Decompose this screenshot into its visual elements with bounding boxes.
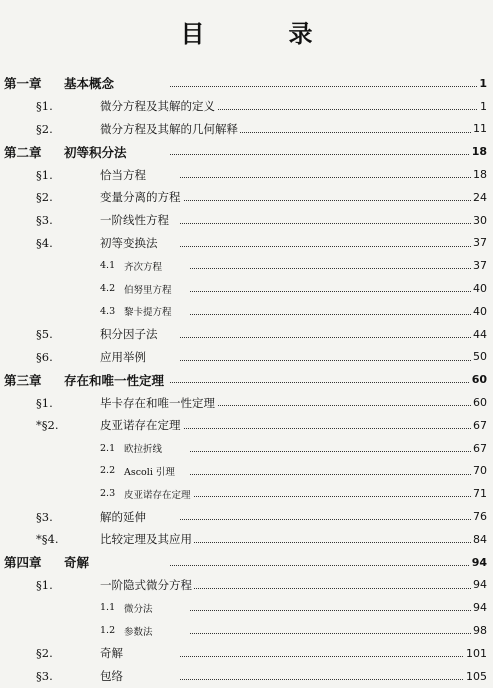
toc-page-number: 105	[466, 669, 487, 683]
toc-entry-title: 初等变换法	[100, 235, 158, 250]
toc-entry-title: 应用举例	[100, 349, 146, 364]
toc-entry-title: 微分方程及其解的几何解释	[100, 121, 238, 136]
toc-entry-title: 一阶线性方程	[100, 213, 169, 228]
page-title: 目 录	[180, 20, 343, 48]
dot-leader	[170, 564, 479, 566]
toc-entry-title: 恰当方程	[100, 167, 146, 182]
toc-entry-title: 变量分离的方程	[100, 190, 181, 205]
toc-page-number: 37	[473, 259, 487, 273]
toc-chapter-row	[0, 140, 493, 163]
dot-leader	[180, 336, 479, 338]
dot-leader	[180, 518, 479, 520]
toc-entry-title: 欧拉折线	[124, 441, 164, 455]
toc-entry-title: 伯努里方程	[124, 282, 174, 296]
toc-page-number: 40	[473, 282, 487, 296]
toc-entry-title: 比较定理及其应用	[100, 532, 192, 547]
toc-sub-row	[0, 254, 493, 277]
dot-leader	[180, 427, 479, 429]
toc-entry-title: 毕卡存在和唯一性定理	[100, 395, 215, 410]
dot-leader	[170, 153, 479, 155]
toc-entry-title: 奇解	[100, 646, 123, 661]
toc-page-number: 44	[473, 327, 487, 341]
toc-section-row	[0, 505, 493, 528]
dot-leader	[180, 404, 479, 406]
toc-page-number: 40	[473, 304, 487, 318]
toc-section-row	[0, 391, 493, 414]
toc-page-number: 76	[473, 510, 487, 524]
dot-leader	[190, 290, 479, 292]
toc-entry-title: 包络	[100, 669, 123, 684]
toc-entry-title: 齐次方程	[124, 259, 164, 273]
dot-leader	[190, 267, 479, 269]
toc-entry-number: 第二章	[4, 144, 42, 160]
toc-page-number: 94	[471, 555, 487, 569]
toc-entry-number: 1.1	[100, 602, 116, 614]
toc-entry-title: 初等积分法	[64, 144, 127, 160]
toc-entry-title: 奇解	[64, 555, 90, 571]
toc-entry-number: §1.	[36, 577, 53, 592]
toc-entry-title: 基本概念	[64, 76, 115, 92]
toc-entry-number: 第三章	[4, 372, 42, 388]
toc-entry-number: 4.3	[100, 305, 116, 317]
toc-page-number: 94	[473, 578, 487, 592]
toc-entry-title: 皮亚诺存在定理	[124, 487, 193, 501]
toc-chapter-row	[0, 72, 493, 95]
toc-entry-title: 黎卡提方程	[124, 304, 174, 318]
toc-section-row	[0, 574, 493, 597]
toc-section-row	[0, 665, 493, 688]
toc-section-row	[0, 414, 493, 437]
dot-leader	[180, 678, 479, 680]
toc-page-number: 98	[473, 624, 487, 638]
toc-entry-number: §5.	[36, 327, 53, 342]
toc-page-number: 37	[473, 236, 487, 250]
dot-leader	[190, 313, 479, 315]
toc-entry-number: 1.2	[100, 625, 116, 637]
toc-page-number: 70	[473, 464, 487, 478]
toc-sub-row	[0, 300, 493, 323]
toc-page-number: 60	[473, 396, 487, 410]
toc-sub-row	[0, 482, 493, 505]
toc-entry-number: 2.3	[100, 488, 116, 500]
toc-page-number: 30	[473, 213, 487, 227]
toc-entry-number: 2.2	[100, 465, 116, 477]
toc-section-row	[0, 163, 493, 186]
toc-entry-number: 2.1	[100, 442, 116, 454]
toc-entry-title: 皮亚诺存在定理	[100, 418, 181, 433]
toc-section-row	[0, 528, 493, 551]
toc-entry-number: 4.1	[100, 260, 116, 272]
toc-entry-title: 解的延伸	[100, 509, 146, 524]
toc-entry-number: §1.	[36, 167, 53, 182]
toc-entry-title: 微分方程及其解的定义	[100, 99, 215, 114]
toc-sub-row	[0, 437, 493, 460]
toc-entry-number: §4.	[36, 235, 53, 250]
toc-page-number: 11	[473, 122, 487, 136]
toc-section-row	[0, 642, 493, 665]
toc-sub-row	[0, 277, 493, 300]
toc-entry-title: 参数法	[124, 624, 155, 638]
dot-leader	[180, 108, 479, 110]
dot-leader	[180, 655, 479, 657]
dot-leader	[180, 359, 479, 361]
toc-page-number: 84	[473, 532, 487, 546]
toc-page-number: 18	[473, 168, 487, 182]
toc-page-number: 50	[473, 350, 487, 364]
dot-leader	[170, 381, 479, 383]
toc-sub-row	[0, 596, 493, 619]
toc-page-number: 18	[471, 145, 487, 159]
toc-page-number: 71	[473, 487, 487, 501]
dot-leader	[180, 222, 479, 224]
dot-leader	[180, 541, 479, 543]
toc-section-row	[0, 95, 493, 118]
toc-entry-number: §1.	[36, 395, 53, 410]
toc-entry-number: §2.	[36, 646, 53, 661]
toc-entry-number: §3.	[36, 669, 53, 684]
dot-leader	[180, 245, 479, 247]
toc-entry-number: 4.2	[100, 283, 116, 295]
toc-entry-number: §6.	[36, 349, 53, 364]
dot-leader	[190, 609, 479, 611]
toc-entry-number: 第一章	[4, 76, 42, 92]
dot-leader	[180, 176, 479, 178]
toc-section-row	[0, 186, 493, 209]
toc-section-row	[0, 323, 493, 346]
dot-leader	[170, 85, 479, 87]
toc-entry-title: 一阶隐式微分方程	[100, 577, 192, 592]
toc-entry-number: §2.	[36, 121, 53, 136]
toc-section-row	[0, 209, 493, 232]
toc-entry-number: 第四章	[4, 555, 42, 571]
toc-entry-number: *§2.	[36, 418, 59, 433]
toc-page-number: 67	[473, 418, 487, 432]
dot-leader	[190, 450, 479, 452]
toc-chapter-row	[0, 368, 493, 391]
table-of-contents	[0, 72, 493, 688]
toc-page-number: 94	[473, 601, 487, 615]
toc-page-number: 60	[471, 373, 487, 387]
toc-page-number: 1	[479, 76, 487, 90]
toc-chapter-row	[0, 551, 493, 574]
toc-entry-title: 存在和唯一性定理	[64, 372, 165, 388]
toc-page-number: 1	[480, 99, 487, 113]
dot-leader	[190, 495, 479, 497]
dot-leader	[190, 473, 479, 475]
toc-sub-row	[0, 619, 493, 642]
dot-leader	[190, 632, 479, 634]
toc-section-row	[0, 118, 493, 141]
toc-page-number: 67	[473, 441, 487, 455]
toc-entry-title: Ascoli 引理	[124, 464, 177, 478]
toc-entry-number: §2.	[36, 190, 53, 205]
toc-entry-title: 微分法	[124, 601, 155, 615]
toc-entry-number: *§4.	[36, 532, 59, 547]
toc-entry-title: 积分因子法	[100, 327, 158, 342]
toc-section-row	[0, 346, 493, 369]
toc-page-number: 24	[473, 190, 487, 204]
toc-sub-row	[0, 460, 493, 483]
dot-leader	[180, 199, 479, 201]
toc-page-number: 101	[466, 646, 487, 660]
toc-entry-number: §3.	[36, 213, 53, 228]
toc-section-row	[0, 232, 493, 255]
dot-leader	[180, 587, 479, 589]
toc-entry-number: §1.	[36, 99, 53, 114]
toc-entry-number: §3.	[36, 509, 53, 524]
